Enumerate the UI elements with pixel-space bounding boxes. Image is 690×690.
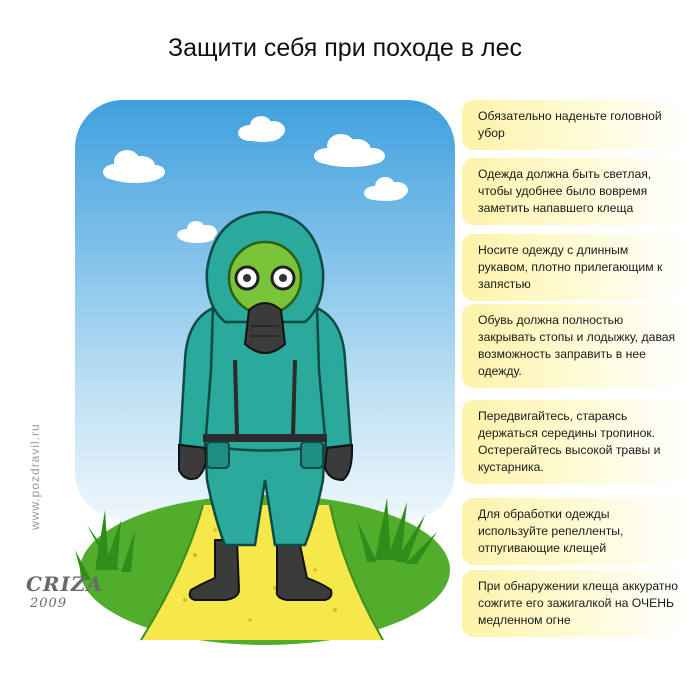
tip-item: Обязательно наденьте головной убор: [462, 100, 687, 150]
tip-item: Носите одежду с длинным рукавом, плотно прилегающим к запястью: [462, 234, 687, 301]
tip-item: Для обработки одежды используйте репелленты, отпугивающие клещей: [462, 498, 687, 565]
tip-item: Обувь должна полностью закрывать стопы и лодыжку, давая возможность заправить в нее одежду.: [462, 304, 687, 388]
signature-logo: CRIZA: [26, 572, 104, 596]
belt: [203, 434, 327, 442]
signature-year: 2009: [30, 596, 68, 611]
tip-item: Передвигайтесь, стараясь держаться середины тропинок. Остерегайтесь высокой травы и кустарника.: [462, 400, 687, 484]
tip-item: При обнаружении клеща аккуратно сожгите его зажигалкой на ОЧЕНЬ медленном огне: [462, 570, 687, 637]
page-title: Защити себя при походе в лес: [167, 34, 523, 62]
respirator-icon: [245, 303, 285, 353]
artist-signature: [26, 572, 103, 611]
watermark: www.pozdravil.ru: [28, 423, 42, 530]
glove-left: [179, 445, 206, 479]
tip-item: Одежда должна быть светлая, чтобы удобнее было вовремя заметить напавшего клеща: [462, 158, 687, 225]
illustration: [75, 100, 455, 660]
glove-right: [325, 445, 352, 480]
